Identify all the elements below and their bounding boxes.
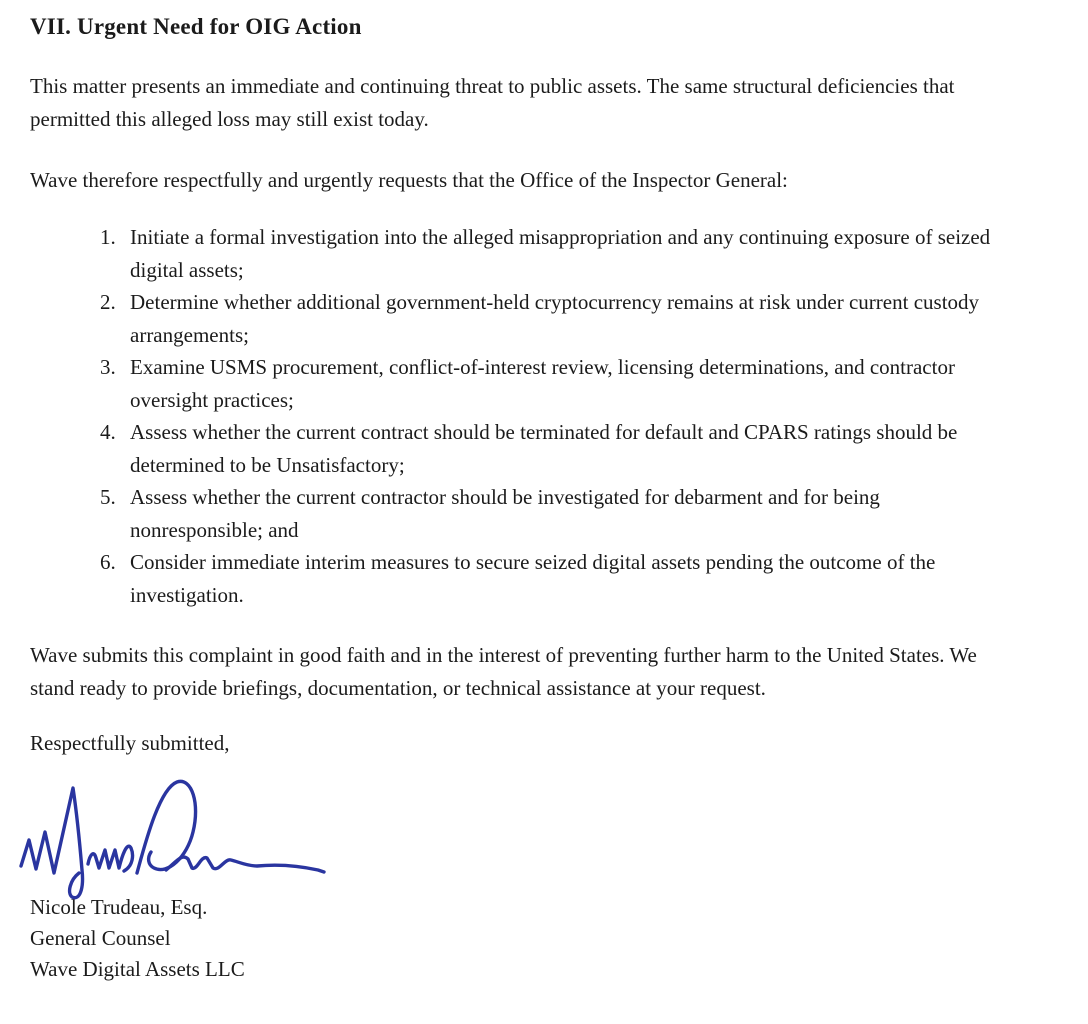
- request-item-2: Determine whether additional government-held cryptocurrency remains at risk under current custody arrangements;: [130, 290, 980, 347]
- signer-block: [30, 892, 1040, 985]
- signer-org: Wave Digital Assets LLC: [30, 957, 245, 981]
- signer-name: Nicole Trudeau, Esq.: [30, 895, 208, 919]
- paragraph-request-intro: Wave therefore respectfully and urgently requests that the Office of the Inspector General:: [30, 168, 788, 192]
- request-list: [30, 221, 1005, 611]
- request-item-4: Assess whether the current contract should be terminated for default and CPARS ratings should be determined to be Unsatisfactory;: [130, 420, 958, 477]
- paragraph-good-faith-closing: Wave submits this complaint in good faith and in the interest of preventing further harm to the United States. We stand ready to provide briefings, documentation, or technical assistance at your request.: [30, 643, 977, 700]
- signer-title: General Counsel: [30, 926, 171, 950]
- request-item-6: Consider immediate interim measures to secure seized digital assets pending the outcome of the investigation.: [130, 550, 936, 607]
- valediction: Respectfully submitted,: [30, 731, 230, 755]
- request-item-3: Examine USMS procurement, conflict-of-interest review, licensing determinations, and contractor oversight practices;: [130, 355, 955, 412]
- handwritten-signature-strokes: [21, 781, 324, 897]
- request-item-5: Assess whether the current contractor should be investigated for debarment and for being nonresponsible; and: [130, 485, 880, 542]
- paragraph-threat-statement: This matter presents an immediate and continuing threat to public assets. The same structural deficiencies that permitted this alleged loss may still exist today.: [30, 74, 955, 131]
- request-item-1: Initiate a formal investigation into the alleged misappropriation and any continuing exposure of seized digital assets;: [130, 225, 991, 282]
- section-heading: VII. Urgent Need for OIG Action: [30, 14, 362, 39]
- signature-image: [16, 774, 346, 906]
